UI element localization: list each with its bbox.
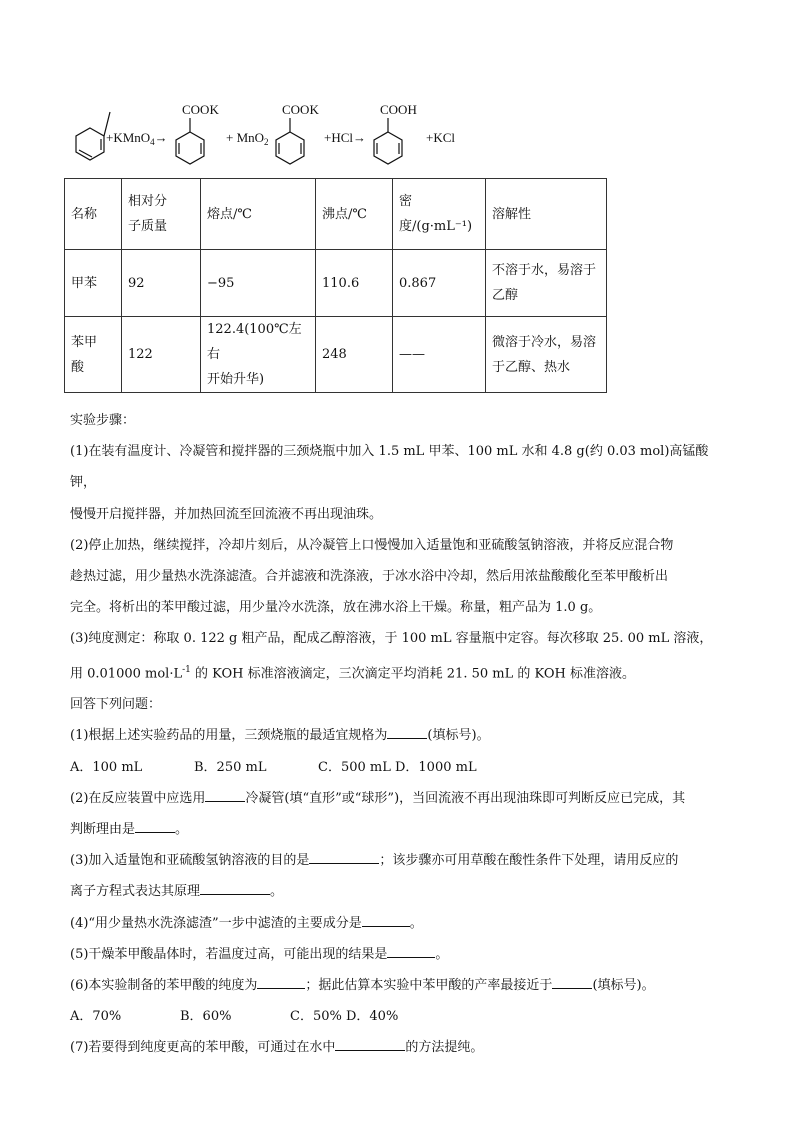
option-cd: C．500 mL D．1000 mL xyxy=(318,759,477,775)
option-cd: C．50% D．40% xyxy=(290,1009,399,1025)
answer-blank[interactable] xyxy=(552,974,592,989)
header-melting-point: 熔点/℃ xyxy=(201,179,316,250)
question-6: (6)本实验制备的苯甲酸的纯度为 ；据此估算本实验中苯甲酸的产率最接近于 (填标号)。 xyxy=(70,970,730,1001)
cell-bp: 248 xyxy=(316,317,393,393)
toluene-ring-icon xyxy=(76,112,110,160)
question-4: (4)“用少量热水洗涤滤渣”一步中滤渣的主要成分是 。 xyxy=(70,908,730,939)
header-name: 名称 xyxy=(65,179,122,250)
cell-density: 0.867 xyxy=(393,250,486,317)
cell-mw: 92 xyxy=(122,250,201,317)
question-body xyxy=(70,405,730,1064)
answer-blank[interactable] xyxy=(362,912,410,927)
header-solubility: 溶解性 xyxy=(486,179,607,250)
cook-label-2: COOK xyxy=(282,102,319,117)
step-2-line-3: 完全。将析出的苯甲酸过滤，用少量冷水洗涤，放在沸水浴上干燥。称量，粗产品为 1.0 g。 xyxy=(70,600,602,616)
cell-mw: 122 xyxy=(122,317,201,393)
question-2-line-2: 判断理由是 。 xyxy=(70,814,730,845)
table-row xyxy=(65,317,607,393)
table-row xyxy=(65,250,607,317)
reaction-equation xyxy=(70,100,730,170)
question-3-line-1: (3)加入适量饱和亚硫酸氢钠溶液的目的是 ；该步骤亦可用草酸在酸性条件下处理，请用反应的 xyxy=(70,845,730,876)
option-a: A．70% xyxy=(70,1009,122,1025)
question-1-options xyxy=(70,752,730,783)
header-density: 密度/(g·mL⁻¹) xyxy=(393,179,486,250)
question-2-line-1: (2)在反应装置中应选用 冷凝管(填“直形”或“球形”)，当回流液不再出现油珠即可判断反应已完成，其 xyxy=(70,783,730,814)
cell-density: —— xyxy=(393,317,486,393)
hcl-text: +HCl→ xyxy=(324,130,367,145)
answer-blank[interactable] xyxy=(387,943,435,958)
question-7: (7)若要得到纯度更高的苯甲酸，可通过在水中 的方法提纯。 xyxy=(70,1032,730,1063)
step-3-line-1: (3)纯度测定：称取 0. 122 g 粗产品，配成乙醇溶液，于 100 mL 容量瓶中定容。每次移取 25. 00 mL 溶液， xyxy=(70,631,713,647)
answer-title: 回答下列问题： xyxy=(70,697,162,713)
potassium-benzoate-ring-2-icon xyxy=(276,118,304,164)
cell-mp: −95 xyxy=(201,250,316,317)
svg-text:+KMnO4→: +KMnO$_4$→ xyxy=(106,130,168,147)
step-2-line-2: 趁热过滤，用少量热水洗涤滤渣。合并滤液和洗涤液，于冰水浴中冷却，然后用浓盐酸酸化至苯甲酸析出 xyxy=(70,569,669,585)
cell-solubility: 不溶于水，易溶于 乙醇 xyxy=(486,250,607,317)
answer-blank[interactable] xyxy=(309,849,379,864)
option-a: A．100 mL xyxy=(70,759,143,775)
step-1-line-1: (1)在装有温度计、冷凝管和搅拌器的三颈烧瓶中加入 1.5 mL 甲苯、100 mL 水和 4.8 g(约 0.03 mol)高锰酸钾， xyxy=(70,444,709,491)
step-3-line-2: 用 0.01000 $mol\cdot L^{-1}$ 的 KOH 标准溶液滴定，三次滴定平均消耗 21. 50 mL 的 KOH 标准溶液。 xyxy=(70,664,635,681)
step-2-line-1: (2)停止加热，继续搅拌，冷却片刻后，从冷凝管上口慢慢加入适量饱和亚硫酸氢钠溶液，并将反应混合物 xyxy=(70,537,674,553)
svg-text:+ MnO2: + MnO$_2$ xyxy=(226,130,269,147)
benzoic-acid-ring-icon xyxy=(374,118,402,164)
cell-name: 甲苯 xyxy=(65,250,122,317)
option-b: B．250 mL xyxy=(194,759,267,775)
answer-blank[interactable] xyxy=(257,974,305,989)
cell-bp: 110.6 xyxy=(316,250,393,317)
cooh-label: COOH xyxy=(380,102,417,117)
answer-blank[interactable] xyxy=(205,787,245,802)
properties-table xyxy=(64,178,607,393)
cell-mp: 122.4(100℃左右 开始升华) xyxy=(201,317,316,393)
header-boiling-point: 沸点/℃ xyxy=(316,179,393,250)
answer-blank[interactable] xyxy=(200,880,270,895)
question-1: (1)根据上述实验药品的用量，三颈烧瓶的最适宜规格为 (填标号)。 xyxy=(70,720,730,751)
cell-solubility: 微溶于冷水，易溶 于乙醇、热水 xyxy=(486,317,607,393)
question-6-options xyxy=(70,1001,730,1032)
table-header-row xyxy=(65,179,607,250)
kcl-text: +KCl xyxy=(426,130,456,145)
answer-blank[interactable] xyxy=(387,724,427,739)
question-3-line-2: 离子方程式表达其原理 。 xyxy=(70,876,730,907)
cook-label-1: COOK xyxy=(182,102,219,117)
cell-name: 苯甲 酸 xyxy=(65,317,122,393)
answer-blank[interactable] xyxy=(335,1036,405,1051)
option-b: B．60% xyxy=(180,1009,232,1025)
header-molecular-weight: 相对分 子质量 xyxy=(122,179,201,250)
answer-blank[interactable] xyxy=(135,818,175,833)
step-1-line-2: 慢慢开启搅拌器，并加热回流至回流液不再出现油珠。 xyxy=(70,506,383,522)
question-5: (5)干燥苯甲酸晶体时，若温度过高，可能出现的结果是 。 xyxy=(70,939,730,970)
steps-title: 实验步骤： xyxy=(70,413,136,428)
reaction-scheme-svg xyxy=(70,100,730,170)
potassium-benzoate-ring-icon xyxy=(176,118,204,164)
